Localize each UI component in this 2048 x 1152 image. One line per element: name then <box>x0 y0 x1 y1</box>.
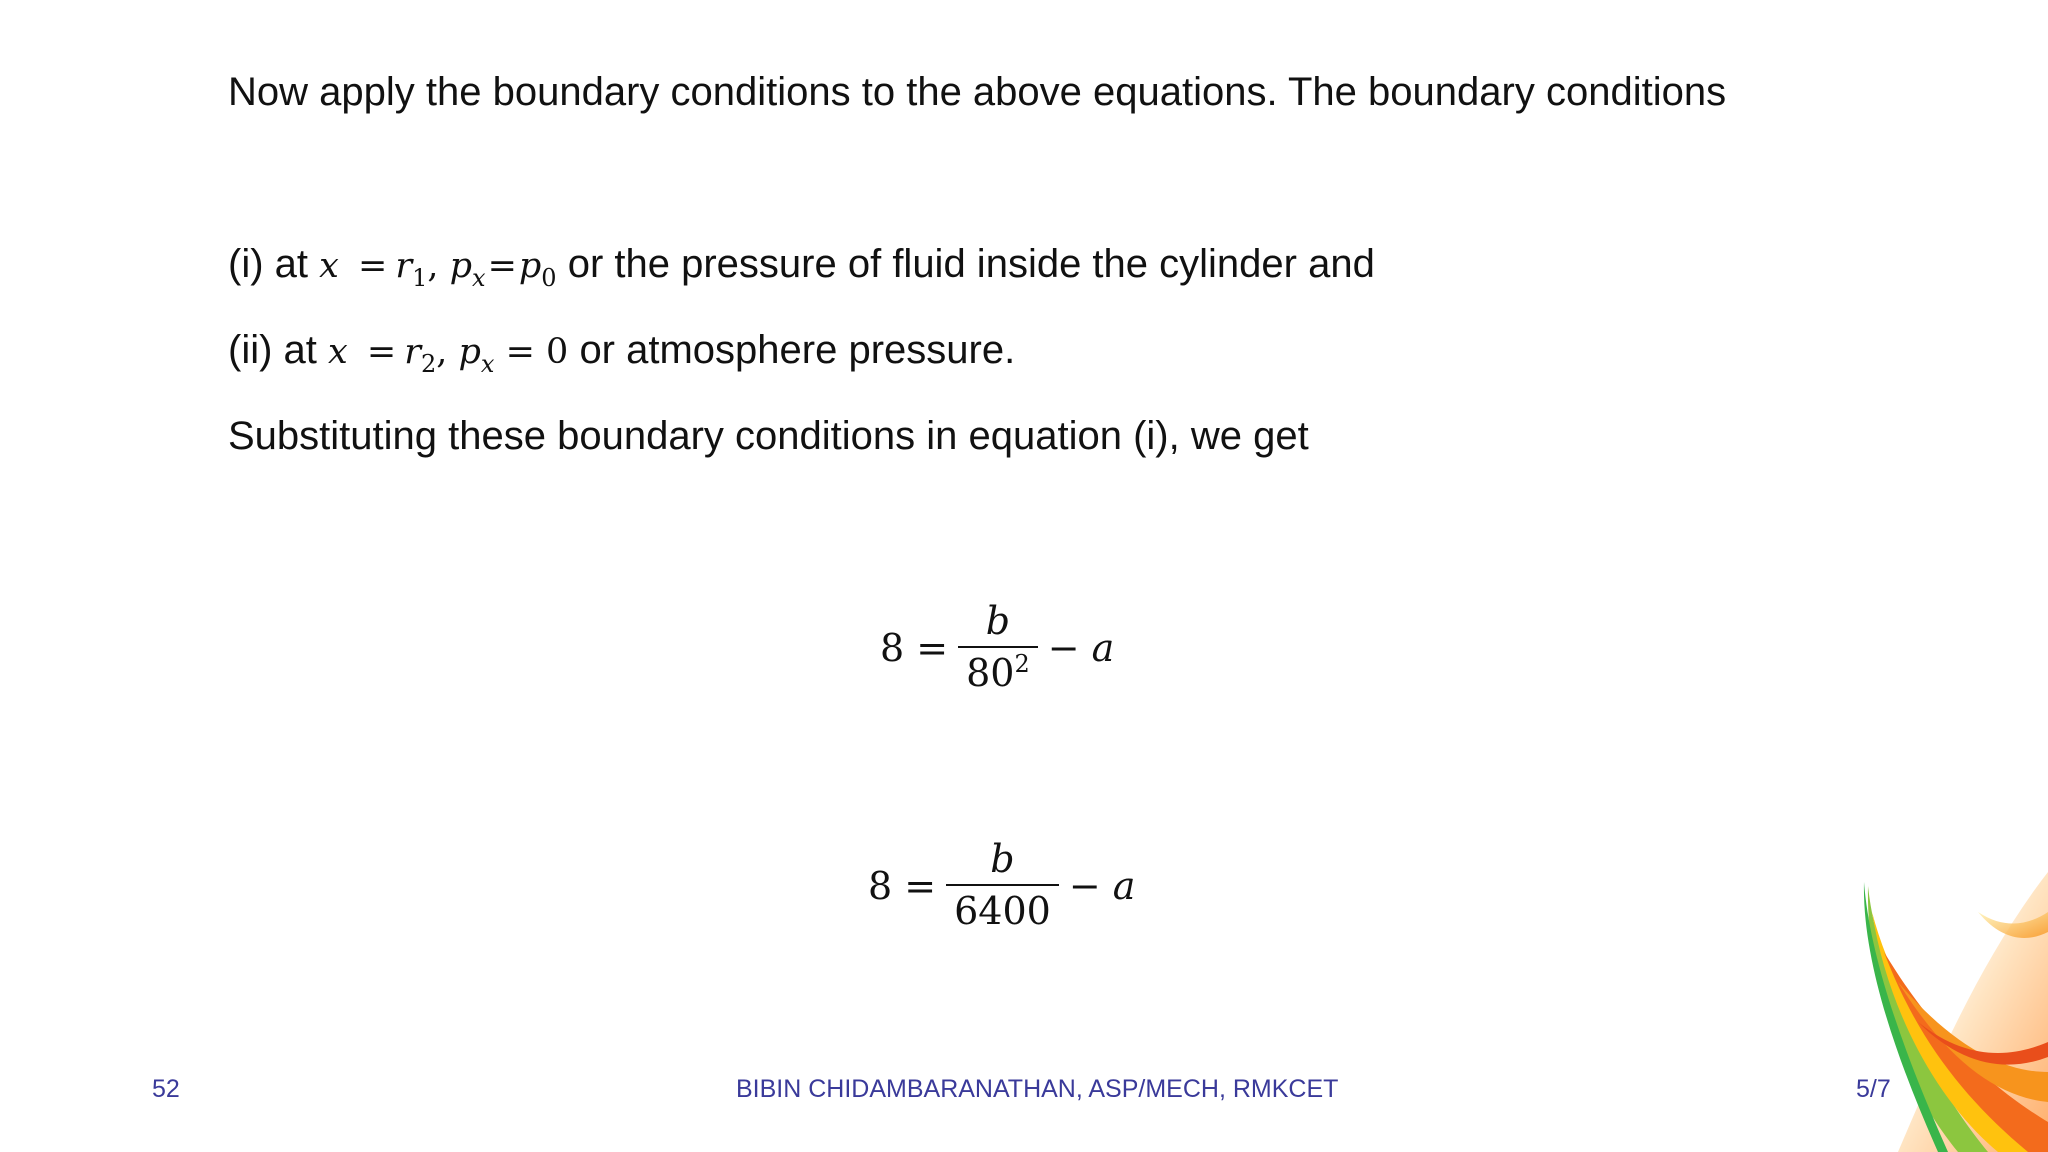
var-x: x <box>319 246 339 286</box>
equation-1-lhs: 8 = <box>880 625 949 670</box>
corner-swoosh-decoration <box>1748 872 2048 1152</box>
equation-2-rhs: − a <box>1068 863 1136 908</box>
slide-number: 52 <box>152 1075 180 1103</box>
substitution-text: Substituting these boundary conditions in equation (i), we get <box>228 414 1309 458</box>
condition-2-prefix: (ii) at <box>228 328 317 372</box>
equation-2-lhs: 8 = <box>868 863 937 908</box>
equals-zero: = 0 <box>505 332 569 372</box>
subscript-1: 1 <box>412 264 428 292</box>
equation-2 <box>868 838 1135 933</box>
footer-author: BIBIN CHIDAMBARANATHAN, ASP/MECH, RMKCET <box>736 1075 1339 1103</box>
subscript-0: 0 <box>541 264 557 292</box>
fraction <box>946 838 1059 933</box>
condition-2-suffix: or atmosphere pressure. <box>579 328 1016 372</box>
exponent: 2 <box>1014 649 1030 678</box>
numerator: b <box>990 837 1015 881</box>
var-r: r <box>404 332 421 372</box>
equals-sign: = <box>366 332 397 372</box>
comma: , <box>427 246 439 286</box>
equals-sign: = <box>487 246 517 286</box>
equals-sign: = <box>358 246 388 286</box>
equation-1-rhs: − a <box>1047 625 1115 670</box>
condition-1-suffix: or the pressure of fluid inside the cylinder and <box>567 242 1375 286</box>
denominator: 6400 <box>946 884 1059 934</box>
var-p: p <box>458 332 481 372</box>
var-p: p <box>449 246 473 286</box>
subscript-2: 2 <box>420 350 437 378</box>
boundary-condition-1 <box>228 242 1375 292</box>
equation-1 <box>880 600 1114 695</box>
page-indicator: 5/7 <box>1856 1075 1891 1103</box>
var-p0: p <box>518 246 542 286</box>
boundary-condition-2 <box>228 328 1016 378</box>
intro-text: Now apply the boundary conditions to the above equations. The boundary conditions <box>228 70 1727 114</box>
var-r: r <box>395 246 413 286</box>
denominator <box>958 646 1038 696</box>
numerator: b <box>985 599 1011 643</box>
denominator-base: 80 <box>966 650 1015 695</box>
subscript-x: x <box>480 350 495 378</box>
condition-1-prefix: (i) at <box>228 242 308 286</box>
subscript-x: x <box>472 264 486 292</box>
comma: , <box>436 332 448 372</box>
var-x: x <box>328 332 348 372</box>
fraction <box>958 600 1038 695</box>
